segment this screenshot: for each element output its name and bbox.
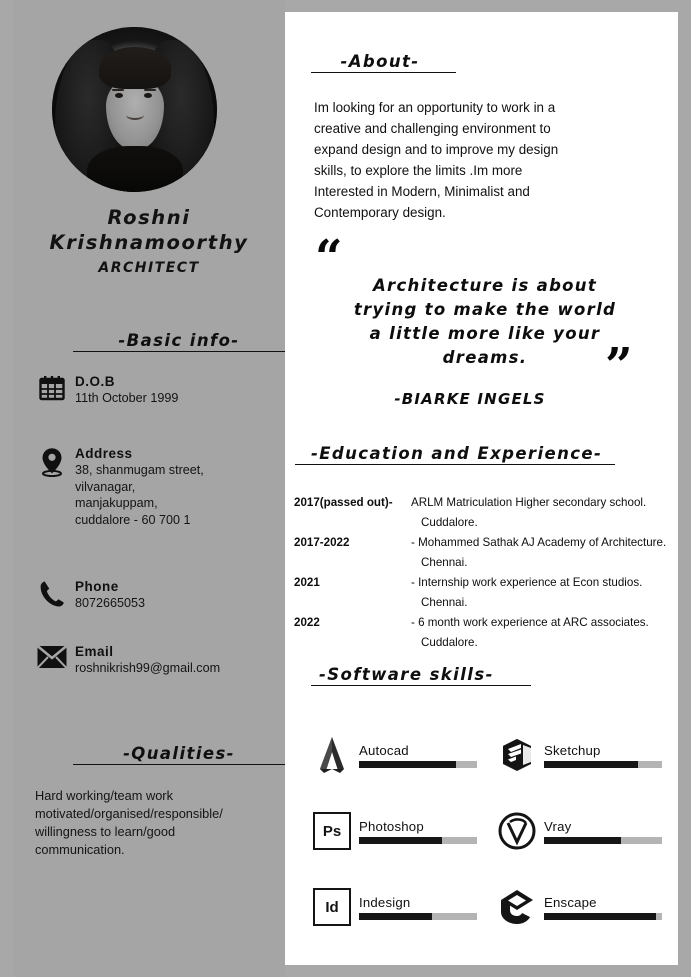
skill-bar-fill	[359, 837, 442, 844]
education-entry: 2017-2022 - Mohammed Sathak AJ Academy of Architecture.	[294, 536, 667, 549]
avatar	[52, 27, 217, 192]
skill-bar	[544, 761, 662, 768]
dob-value: 11th October 1999	[75, 391, 179, 405]
education-heading-text: -Education and Experience-	[311, 444, 603, 463]
skill-name: Photoshop	[359, 819, 424, 834]
last-name: Krishnamoorthy	[49, 231, 249, 254]
address-label: Address	[75, 446, 133, 461]
quote-close-mark: ”	[605, 338, 633, 394]
name-block	[13, 205, 285, 276]
job-title: ARCHITECT	[98, 260, 200, 276]
vray-icon	[494, 808, 540, 854]
email-value: roshnikrish99@gmail.com	[75, 661, 221, 675]
qualities-heading-rule	[73, 764, 285, 765]
about-heading	[311, 52, 651, 73]
education-entry: 2017(passed out)- ARLM Matriculation Higher secondary school.	[294, 496, 647, 509]
software-skills-heading-text: -Software skills-	[319, 665, 494, 684]
education-heading-rule	[295, 464, 615, 465]
info-row-email	[35, 643, 285, 677]
qualities-heading	[73, 744, 285, 765]
skill-bar	[544, 913, 662, 920]
quote-open-mark: “	[315, 230, 343, 286]
envelope-icon	[35, 643, 69, 669]
phone-icon	[35, 578, 69, 608]
basic-info-heading	[73, 331, 285, 352]
skill-name: Indesign	[359, 895, 411, 910]
calendar-icon	[35, 373, 69, 401]
education-entry: 2022 - 6 month work experience at ARC associates.	[294, 616, 649, 629]
skill-photoshop	[309, 793, 484, 869]
location-pin-icon	[35, 445, 69, 477]
dob-label: D.O.B	[75, 374, 116, 389]
education-entry-place: Cuddalore.	[421, 636, 478, 649]
skill-name: Sketchup	[544, 743, 601, 758]
email-label: Email	[75, 644, 114, 659]
qualities-list: Hard working/team work motivated/organised/responsible/ willingness to learn/good communication.	[35, 788, 223, 857]
education-entry-place: Chennai.	[421, 596, 468, 609]
skill-bar-fill	[359, 913, 432, 920]
about-body: Im looking for an opportunity to work in a creative and challenging environment to expand design and to improve my design skills, to explore the limits .Im more Interested in Modern, Minimalist and Contemporary design.	[314, 100, 559, 220]
basic-info-heading-rule	[73, 351, 285, 352]
education-entry-place: Chennai.	[421, 556, 468, 569]
indesign-icon: Id	[309, 884, 355, 930]
education-entry: 2021 - Internship work experience at Econ studios.	[294, 576, 643, 589]
autocad-icon	[309, 732, 355, 778]
education-list	[294, 493, 678, 653]
quote-author: -BIARKE INGELS	[394, 390, 546, 408]
skill-vray	[494, 793, 669, 869]
skill-bar-fill	[544, 837, 621, 844]
skill-bar	[359, 837, 477, 844]
sketchup-icon	[494, 732, 540, 778]
software-skills-grid	[309, 717, 669, 945]
quote-text: Architecture is about trying to make the world a little more like your dreams.	[353, 276, 617, 367]
skill-enscape	[494, 869, 669, 945]
info-row-address	[35, 445, 285, 528]
education-entry-place: Cuddalore.	[421, 516, 478, 529]
skill-name: Autocad	[359, 743, 409, 758]
phone-value: 8072665053	[75, 596, 146, 610]
address-value: 38, shanmugam street, vilvanagar, manjakuppam, cuddalore - 60 700 1	[75, 463, 204, 527]
software-skills-heading	[311, 665, 651, 686]
skill-autocad	[309, 717, 484, 793]
left-sidebar-panel	[13, 0, 285, 977]
skill-bar-fill	[359, 761, 456, 768]
basic-info-heading-text: -Basic info-	[118, 331, 240, 350]
main-content-panel	[285, 12, 678, 965]
info-row-phone	[35, 578, 285, 612]
skill-indesign	[309, 869, 484, 945]
qualities-heading-text: -Qualities-	[123, 744, 235, 763]
about-heading-text: -About-	[340, 52, 420, 71]
first-name: Roshni	[107, 206, 191, 229]
education-heading	[295, 444, 635, 465]
skill-bar-fill	[544, 913, 656, 920]
info-row-dob	[35, 373, 285, 407]
enscape-icon	[494, 884, 540, 930]
skill-bar	[359, 913, 477, 920]
skill-bar	[544, 837, 662, 844]
skill-sketchup	[494, 717, 669, 793]
skill-name: Vray	[544, 819, 572, 834]
skill-bar	[359, 761, 477, 768]
skill-name: Enscape	[544, 895, 597, 910]
phone-label: Phone	[75, 579, 119, 594]
photoshop-icon: Ps	[309, 808, 355, 854]
skill-bar-fill	[544, 761, 638, 768]
about-heading-rule	[311, 72, 456, 73]
software-skills-heading-rule	[311, 685, 531, 686]
